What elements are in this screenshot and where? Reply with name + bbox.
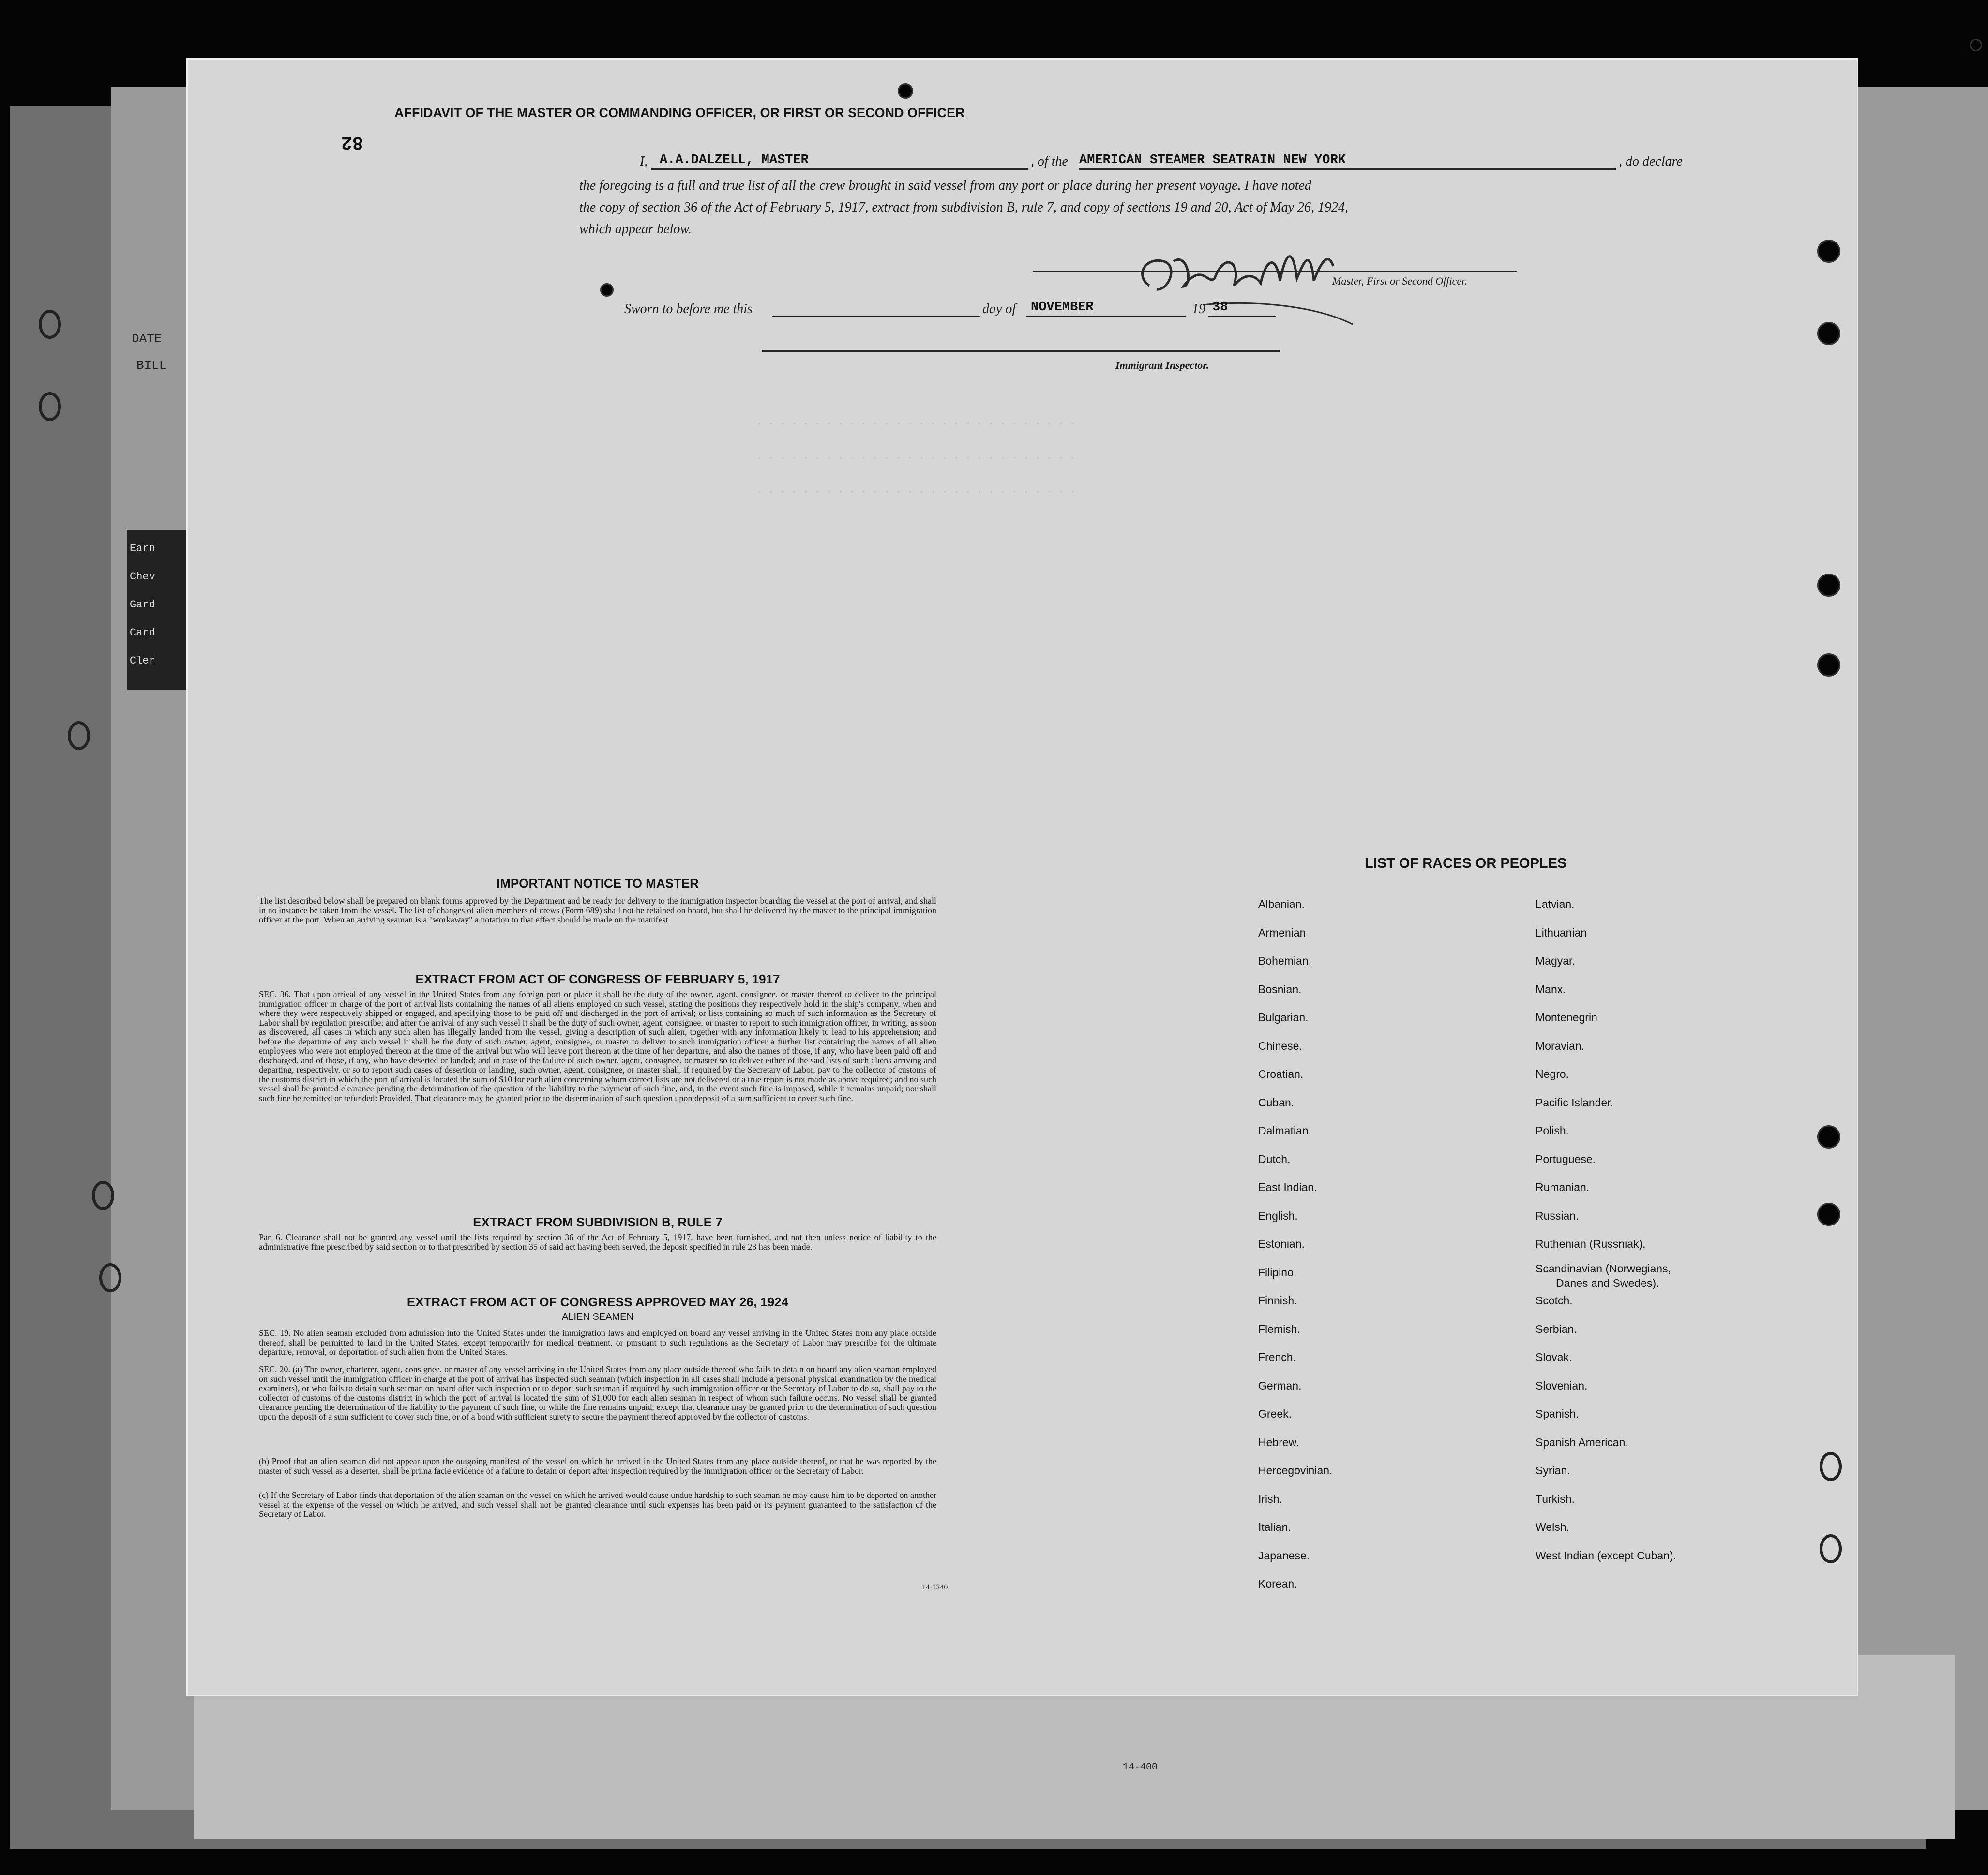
race-item: Filipino. [1258,1266,1297,1279]
of-the-text: , of the [1031,154,1068,169]
race-item: Lithuanian [1536,926,1587,939]
race-item: Albanian. [1258,898,1305,910]
ink-mark [600,283,614,297]
race-item: Irish. [1258,1492,1282,1505]
punch-hole [1817,1203,1840,1226]
back-form-number: 14-400 [1123,1762,1158,1773]
back-bill-label: BILL [136,358,167,373]
signer-caption: Master, First or Second Officer. [1332,275,1467,287]
affidavit-line-2: the foregoing is a full and true list of all the crew brought in said vessel from any port or place during her present voyage. I have noted [579,178,1311,193]
page-number: 82 [341,132,363,152]
punch-hole [1817,653,1840,677]
sec-20c-text: (c) If the Secretary of Labor finds that deportation of the alien seaman on the vessel on which he arrived would cause undue hardship to such seaman he may cause him to be deported on another vessel at the expense of the vessel on which he arrived, and such vessel shall not be granted clearance until such expenses has been paid or its payment guaranteed to the satisfaction of the Secretary of Labor. [259,1490,936,1519]
race-item: Spanish. [1536,1407,1579,1420]
race-item: Scotch. [1536,1294,1573,1307]
race-item: Welsh. [1536,1521,1569,1533]
race-item: Estonian. [1258,1238,1305,1250]
master-name-rule [651,168,1028,170]
vessel-name: AMERICAN STEAMER SEATRAIN NEW YORK [1079,153,1346,167]
punch-hole [1817,322,1840,345]
year-prefix: 19 [1192,302,1205,317]
races-title: LIST OF RACES OR PEOPLES [1365,856,1567,871]
race-item: Rumanian. [1536,1181,1590,1194]
sec-20a-text: SEC. 20. (a) The owner, charterer, agent, consignee, or master of any vessel arriving in the United States from any place outside thereof who fails to detain on board any alien seaman employed on such vessel until the immigration officer in charge at the port of arrival has inspected such seaman (which inspection in all cases shall include a personal physical examination by the medical examiners), or who fails to detain such seaman on board after such inspection or to deport such seaman if required by such immigration officer or the Secretary of Labor to do so, shall pay to the collector of customs of the customs district in which the port of arrival is located the sum of $1,000 for each alien seaman in respect of whom such failure occurs. No vessel shall be granted clearance pending the determination of the liability to the payment of such fine, or while the fine remains unpaid, except that clearance may be granted prior to the determination of such question upon the deposit of a sum sufficient to cover such fine, or of a bond with sufficient surety to secure the payment thereof approved by the collector of customs. [259,1364,936,1421]
back-date-label: DATE [132,332,162,346]
race-item: Armenian [1258,926,1306,939]
race-item: Manx. [1536,983,1566,996]
race-item: Moravian. [1536,1039,1584,1052]
race-item: Magyar. [1536,954,1575,967]
race-item: Hebrew. [1258,1436,1299,1449]
race-item: English. [1258,1209,1298,1222]
race-item: French. [1258,1351,1296,1363]
signature-rule [1033,271,1517,272]
affidavit-title: AFFIDAVIT OF THE MASTER OR COMMANDING OFFICER, OR FIRST OR SECOND OFFICER [394,106,965,120]
race-item: Turkish. [1536,1492,1575,1505]
vessel-name-rule [1079,168,1616,170]
race-item: West Indian (except Cuban). [1536,1549,1677,1562]
race-item: Danes and Swedes). [1556,1276,1659,1289]
day-of-text: day of [982,302,1016,317]
notice-title: IMPORTANT NOTICE TO MASTER [497,876,699,891]
punch-hole [898,83,913,99]
notice-text: The list described below shall be prepared on blank forms approved by the Department and be ready for delivery to the immigration inspector boarding the vessel at the port of arrival, and shall in no instance be taken from the vessel. The list of changes of alien members of crews (Form 689) shall not be retained on board, but shall be delivered by the master to the principal immigration officer at the port. When an arriving seaman is a "workaway" a notation to that effect should be made on the manifest. [259,896,936,924]
punch-hole [1820,1452,1842,1481]
race-item: Syrian. [1536,1464,1570,1477]
race-item: East Indian. [1258,1181,1317,1194]
race-item: Slovak. [1536,1351,1572,1363]
stamp-line: Earn [130,543,155,555]
punch-hole [1820,1534,1842,1563]
inspector-caption: Immigrant Inspector. [1115,359,1209,371]
stamp-line: Cler [130,655,155,667]
punch-hole [68,721,90,750]
race-item: Flemish. [1258,1322,1300,1335]
race-item: Finnish. [1258,1294,1297,1307]
race-item: Cuban. [1258,1096,1295,1109]
punch-hole [1970,39,1982,51]
race-item: Spanish American. [1536,1436,1628,1449]
race-item: Portuguese. [1536,1152,1596,1165]
extract-1924-title: EXTRACT FROM ACT OF CONGRESS APPROVED MAY 26, 1924 [407,1295,789,1309]
race-item: Korean. [1258,1577,1297,1590]
race-item: Greek. [1258,1407,1292,1420]
punch-hole [1817,1125,1840,1149]
affidavit-prefix: I, [640,154,648,169]
race-item: Bohemian. [1258,954,1311,967]
do-declare-text: , do declare [1619,154,1683,169]
race-item: Russian. [1536,1209,1579,1222]
race-item: Chinese. [1258,1039,1302,1052]
extract-1924-subtitle: ALIEN SEAMEN [562,1312,633,1322]
sec-20b-text: (b) Proof that an alien seaman did not appear upon the outgoing manifest of the vessel on which he arrived in the United States from any place outside thereof, or that he was reported by the master of such vessel as a deserter, shall be prima facie evidence of a failure to detain or deport after inspection required by the immigration officer or the Secretary of Labor. [259,1456,936,1476]
race-item: Japanese. [1258,1549,1310,1562]
sworn-month: NOVEMBER [1031,300,1094,315]
punch-hole [1817,574,1840,597]
punch-hole [99,1263,121,1292]
affidavit-line-4: which appear below. [579,222,692,237]
sec-19-text: SEC. 19. No alien seaman excluded from admission into the United States under the immigration laws and employed on board any vessel arriving in the United States from any place outside thereof, shall be permitted to land in the United States, except temporarily for medical treatment, or pursuant to such regulations as the Secretary of Labor may prescribe for the ultimate departure, removal, or deportation of such alien from the United States. [259,1328,936,1357]
sworn-day-rule [772,316,980,317]
race-item: German. [1258,1379,1302,1392]
extract-1917-title: EXTRACT FROM ACT OF CONGRESS OF FEBRUARY 5, 1917 [415,972,780,986]
race-item: Croatian. [1258,1068,1304,1080]
sworn-year-rule [1208,316,1276,317]
race-item: Bulgarian. [1258,1011,1309,1024]
race-item: Dutch. [1258,1152,1291,1165]
form-number: 14-1240 [922,1583,948,1591]
stamp-line: Card [130,627,155,639]
race-item: Scandinavian (Norwegians, [1536,1262,1671,1275]
rule-7-title: EXTRACT FROM SUBDIVISION B, RULE 7 [473,1215,723,1229]
race-item: Bosnian. [1258,983,1302,996]
punch-hole [92,1181,114,1210]
affidavit-sheet: ᐧ ᐧ ᐧ ᐧ ᐧ ᐧ ᐧ ᐧ ᐧ ᐧ ᐧ ᐧ ᐧ ᐧ ᐧ ᐧ ᐧ ᐧ ᐧ ᐧ ᐧ ᐧ ᐧ ᐧ ᐧ ᐧ ᐧ ᐧ ᐧ ᐧ ᐧ ᐧ ᐧ ᐧ ᐧ ᐧ ᐧ ᐧ ᐧ ᐧ ᐧ ᐧ ᐧ ᐧ ᐧ ᐧ ᐧ ᐧ ᐧ ᐧ ᐧ ᐧ ᐧ ᐧ ᐧ ᐧ ᐧ ᐧ ᐧ ᐧ ᐧ ᐧ ᐧ ᐧ ᐧ ᐧ ᐧ ᐧ ᐧ ᐧ ᐧ ᐧ ᐧ ᐧ ᐧ ᐧ ᐧ ᐧ ᐧ ᐧ ᐧ ᐧ ᐧ ᐧ AFFIDAVIT OF THE MASTER OR COMMANDING OFFICER, OR FIRST OR SECOND OFFICER 82 I, A.A.DALZELL, MASTER , of the AMERICAN STEAMER SEATRAIN NEW YORK , do declare the foregoing is a full and true list of all the crew brought in said vessel from any port or place during her present voyage. I have noted the copy of section 36 of the Act of February 5, 1917, extract from subdivision B, rule 7, and copy of sections 19 and 20, Act of May 26, 1924, which appear below. Master, First or Second Officer. Sworn to before me this day of NOVEMBER 19 38 Immigrant Inspector. IMPORTANT NOTICE TO MASTER The list described below shall be prepared on blank forms approved by the Department and be ready for delivery to the immigration inspector boarding the vessel at the port of arrival, and shall in no instance be taken from the vessel. The list of changes of alien members of crews (Form 689) shall not be retained on board, but shall be delivered by the master to the principal immigration officer at the port. When an arriving seaman is a "workaway" a notation to that effect should be made on the manifest. EXTRACT FROM ACT OF CONGRESS OF FEBRUARY 5, 1917 SEC. 36. That upon arrival of any vessel in the United States from any foreign port or place it shall be the duty of the owner, agent, consignee, or master thereof to deliver to the principal immigration officer in charge of the port of arrival lists containing the names of all aliens employed on such vessel, stating the positions they respectively hold in the ship's company, when and where they were respectively shipped or engaged, and specifying those to be paid off and discharged in the port of arrival; or lists containing so much of such information as the Secretary of Labor shall by regulation prescribe; and after the arrival of any such vessel it shall be the duty of such owner, agent, consignee, or master to report to such immigration officer, in writing, as soon as discovered, all cases in which any such alien has illegally landed from the vessel, giving a description of such alien, together with any information likely to lead to his apprehension; and before the departure of any such vessel it shall be the duty of such owner, agent, consignee, or master to deliver to such immigration officer a further list containing the names of all alien employees who were not employed thereon at the time of the arrival but who will leave port thereon at the time of her departure, and also the names of those, if any, who have been paid off and discharged, and of those, if any, who have deserted or landed; and in case of the failure of such owner, agent, consignee, or master so to deliver either of the said lists of such aliens arriving and departing, respectively, or so to report such cases of desertion or landing, such owner, agent, consignee, or master shall, if required by the Secretary of Labor, pay to the collector of customs of the customs district in which the port of arrival is located the sum of $10 for each alien concerning whom correct lists are not delivered or a true report is not made as above required; and no such vessel shall be granted clearance pending the determination of the question of the liability to the payment of such fine, and, in the event such fine is imposed, while it remains unpaid; nor shall such fine be remitted or refunded: Provided, That clearance may be granted prior to the determination of such question upon deposit of a sum sufficient to cover such fine. EXTRACT FROM SUBDIVISION B, RULE 7 Par. 6. Clearance shall not be granted any vessel until the lists required by section 36 of the Act of February 5, 1917, have been furnished, and not then unless notice of liability to the administrative fine prescribed by said section or to that prescribed by section 35 of said act having been served, the deposit specified in rule 23 has been made. EXTRACT FROM ACT OF CONGRESS APPROVED MAY 26, 1924 ALIEN SEAMEN SEC. 19. No alien seaman excluded from admission into the United States under the immigration laws and employed on board any vessel arriving in the United States from any place outside thereof, shall be permitted to land in the United States, except temporarily for medical treatment, or pursuant to such regulations as the Secretary of Labor may prescribe for the ultimate departure, removal, or deportation of such alien from the United States. SEC. 20. (a) The owner, charterer, agent, consignee, or master of any vessel arriving in the United States from any place outside thereof who fails to detain on board any alien seaman employed on such vessel until the immigration officer in charge at the port of arrival has inspected such seaman (which inspection in all cases shall include a personal physical examination by the medical examiners), or who fails to detain such seaman on board after such inspection or to deport such seaman if required by such immigration officer or the Secretary of Labor to do so, shall pay to the collector of customs of the customs district in which the port of arrival is located the sum of $1,000 for each alien seaman in respect of whom such failure occurs. No vessel shall be granted clearance pending the determination of the liability to the payment of such fine, or while the fine remains unpaid, except that clearance may be granted prior to the determination of such question upon the deposit of a sum sufficient to cover such fine, or of a bond with sufficient surety to secure the payment thereof approved by the collector of customs. (b) Proof that an alien seaman did not appear upon the outgoing manifest of the vessel on which he arrived in the United States from any place outside thereof, or that he was reported by the master of such vessel as a deserter, shall be prima facie evidence of a failure to detain or deport after inspection required by the immigration officer or the Secretary of Labor. (c) If the Secretary of Labor finds that deportation of the alien seaman on the vessel on which he arrived would cause undue hardship to such seaman he may cause him to be deported on another vessel at the expense of the vessel on which he arrived, and such vessel shall not be granted clearance until such expenses has been paid or its payment guaranteed to the satisfaction of the Secretary of Labor. 14-1240 LIST OF RACES OR PEOPLES Albanian. Armenian Bohemian. Bosnian. Bulgarian. Chinese. Croatian. Cuban. Dalmatian. Dutch. East Indian. English. Estonian. Filipino. Finnish. Flemish. French. German. Greek. Hebrew. Hercegovinian. Irish. Italian. Japanese. Korean. Latvian. Lithuanian Magyar. Manx. Montenegrin Moravian. Negro. Pacific Islander. Polish. Portuguese. Rumanian. Russian. Ruthenian (Russniak). Scandinavian (Norwegians, Danes and Swedes). Scotch. Serbian. Slovak. Slovenian. Spanish. Spanish American. Syrian. Turkish. Welsh. West Indian (except Cuban). [186,58,1858,1696]
race-item: Polish. [1536,1124,1569,1137]
race-item: Pacific Islander. [1536,1096,1614,1109]
punch-hole [39,392,61,421]
sworn-month-rule [1026,316,1186,317]
punch-hole [39,310,61,339]
race-item: Italian. [1258,1521,1291,1533]
race-item: Dalmatian. [1258,1124,1311,1137]
race-item: Slovenian. [1536,1379,1588,1392]
race-item: Hercegovinian. [1258,1464,1333,1477]
race-item: Ruthenian (Russniak). [1536,1238,1646,1250]
race-item: Latvian. [1536,898,1575,910]
punch-hole [1817,240,1840,263]
year-suffix: 38 [1212,300,1228,315]
stamp-line: Chev [130,571,155,583]
affidavit-line-3: the copy of section 36 of the Act of February 5, 1917, extract from subdivision B, rule 7, and copy of sections 19 and 20, Act of May 26, 1924, [579,200,1349,215]
sworn-text: Sworn to before me this [624,302,753,317]
extract-1917-text: SEC. 36. That upon arrival of any vessel in the United States from any foreign port or place it shall be the duty of the owner, agent, consignee, or master thereof to deliver to the principal immigration officer in charge of the port of arrival lists containing the names of all aliens employed on such vessel, stating the positions they respectively hold in the ship's company, when and where they were respectively shipped or engaged, and specifying those to be paid off and discharged in the port of arrival; or lists containing so much of such information as the Secretary of Labor shall by regulation prescribe; and after the arrival of any such vessel it shall be the duty of such owner, agent, consignee, or master to report to such immigration officer, in writing, as soon as discovered, all cases in which any such alien has illegally landed from the vessel, giving a description of such alien, together with any information likely to lead to his apprehension; and before the departure of any such vessel it shall be the duty of such owner, agent, consignee, or master to deliver to such immigration officer a further list containing the names of all alien employees who were not employed thereon at the time of the arrival but who will leave port thereon at the time of her departure, and also the names of those, if any, who have been paid off and discharged, and of those, if any, who have deserted or landed; and in case of the failure of such owner, agent, consignee, or master so to deliver either of the said lists of such aliens arriving and departing, respectively, or so to report such cases of desertion or landing, such owner, agent, consignee, or master shall, if required by the Secretary of Labor, pay to the collector of customs of the customs district in which the port of arrival is located the sum of $10 for each alien concerning whom correct lists are not delivered or a true report is not made as above required; and no such vessel shall be granted clearance pending the determination of the question of the liability to the payment of such fine, and, in the event such fine is imposed, while it remains unpaid; nor shall such fine be remitted or refunded: Provided, That clearance may be granted prior to the determination of such question upon deposit of a sum sufficient to cover such fine. [259,989,936,1103]
stamp-line: Gard [130,599,155,611]
inspector-rule [762,350,1280,352]
race-item: Negro. [1536,1068,1569,1080]
race-item: Serbian. [1536,1322,1577,1335]
race-item: Montenegrin [1536,1011,1597,1024]
master-name: A.A.DALZELL, MASTER [660,153,809,167]
rule-7-text: Par. 6. Clearance shall not be granted any vessel until the lists required by section 36 of the Act of February 5, 1917, have been furnished, and not then unless notice of liability to the administrative fine prescribed by said section or to that prescribed by section 35 of said act having been served, the deposit specified in rule 23 has been made. [259,1232,936,1252]
